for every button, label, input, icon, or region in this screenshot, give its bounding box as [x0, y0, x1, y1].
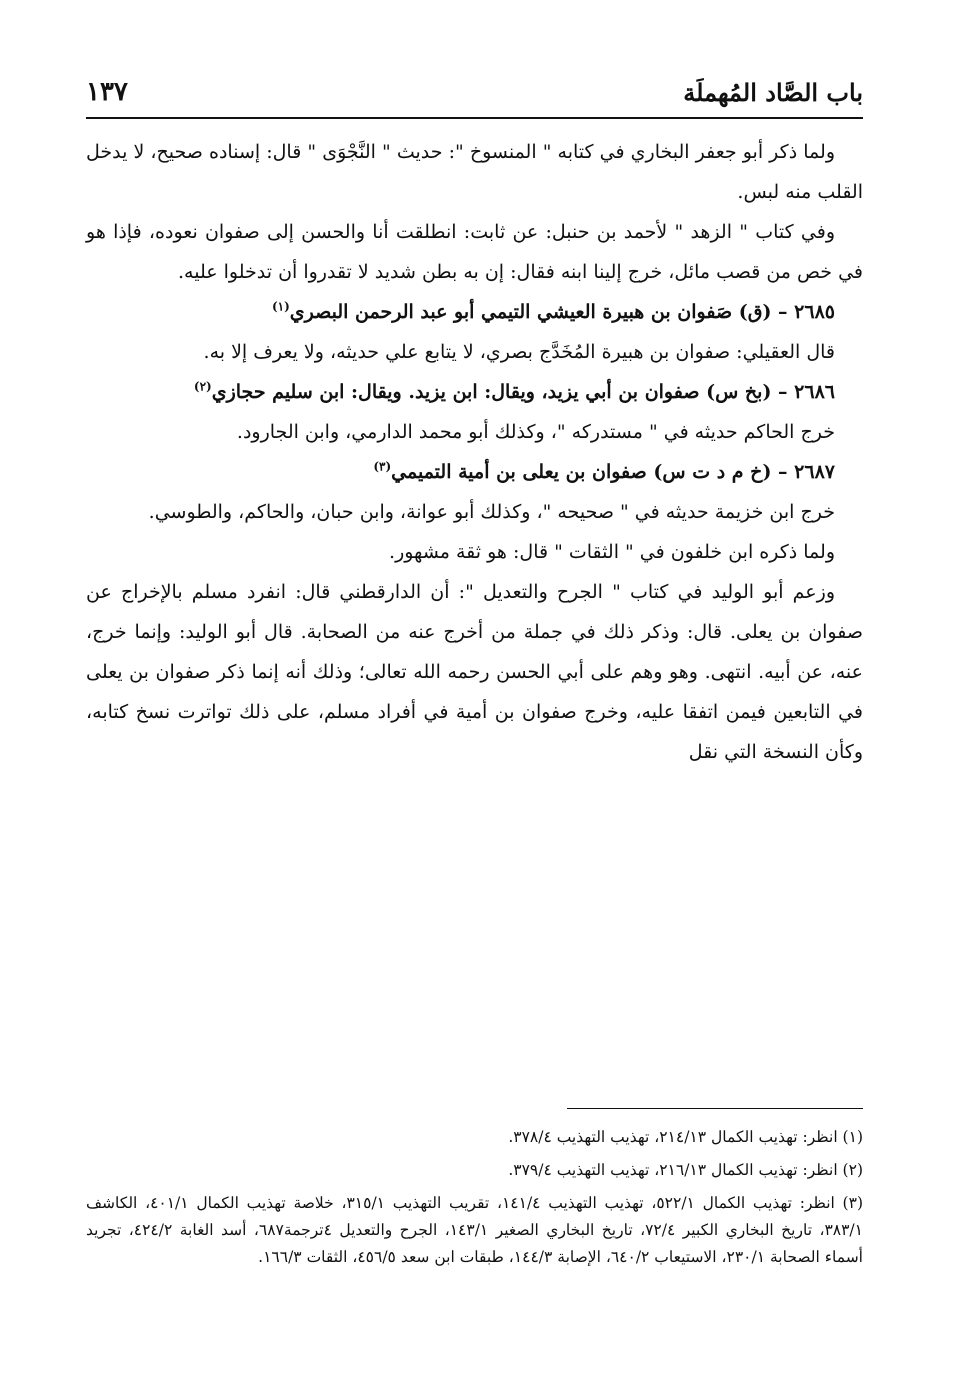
main-text [86, 132, 863, 772]
paragraph: وزعم أبو الوليد في كتاب " الجرح والتعديل ": أن الدارقطني قال: انفرد مسلم بالإخراج عن صفوان بن يعلى. قال: وذكر ذلك في جملة من أخرج عنه من الصحابة. قال أبو الوليد: وإنما خرج، عنه، عن أبيه. انتهى. وهو وهم على أبي الحسن رحمه الله تعالى؛ وذلك أنه إنما ذكر صفوان بن يعلى في التابعين فيمن اتفقا عليه، وخرج صفوان بن أمية في أفراد مسلم، على ذلك تواترت نسخ كتابه، وكأن النسخة التي نقل [86, 581, 863, 763]
entry-heading [86, 292, 863, 332]
footnote-marker: (٣) [373, 459, 392, 474]
entry-heading-text: ٢٦٨٦ – (بخ س) صفوان بن أبي يزيد، ويقال: ابن يزيد. ويقال: ابن سليم حجازي [211, 381, 835, 403]
footnote-rule [567, 1108, 863, 1109]
entry-heading [86, 372, 863, 412]
page-number: ١٣٧ [86, 77, 128, 107]
entry-heading-text: ٢٦٨٧ – (خ م د ت س) صفوان بن يعلى بن أمية التميمي [391, 461, 835, 483]
entry-heading [86, 452, 863, 492]
running-header [86, 70, 863, 114]
header-rule [86, 117, 863, 119]
footnote: (٣) انظر: تهذيب الكمال ٥٢٢/١، تهذيب التهذيب ١٤١/٤، تقريب التهذيب ٣١٥/١، خلاصة تهذيب الكمال ٤٠١/١، الكاشف ٣٨٣/١، تاريخ البخاري الكبير ٧٢/٤، تاريخ البخاري الصغير ١٤٣/١، الجرح والتعديل ٤ترجمة٦٨٧، أسد الغابة ٤٢٤/٢، تجريد أسماء الصحابة ٢٣٠/١، الاستيعاب ٦٤٠/٢، الإصابة ١٤٤/٣، طبقات ابن سعد ٤٥٦/٥، الثقات ١٦٦/٣. [86, 1194, 863, 1266]
paragraph: وفي كتاب " الزهد " لأحمد بن حنبل: عن ثابت: انطلقت أنا والحسن إلى صفوان نعوده، فإذا هو في خص من قصب مائل، خرج إلينا ابنه فقال: إن به بطن شديد لا تقدروا أن تدخلوا عليه. [86, 221, 863, 283]
footnote-marker: (٢) [193, 379, 212, 394]
paragraph: قال العقيلي: صفوان بن هبيرة المُخَدَّج بصري، لا يتابع علي حديثه، ولا يعرف إلا به. [203, 341, 835, 363]
paragraph: ولما ذكره ابن خلفون في " الثقات " قال: هو ثقة مشهور. [389, 541, 835, 563]
paragraph: ولما ذكر أبو جعفر البخاري في كتابه " المنسوخ ": حديث " النَّجْوَى " قال: إسناده صحيح، لا يدخل القلب منه لبس. [86, 141, 863, 203]
paragraph: خرج الحاكم حديثه في " مستدركه "، وكذلك أبو محمد الدارمي، وابن الجارود. [236, 421, 835, 443]
footnote: (١) انظر: تهذيب الكمال ٢١٤/١٣، تهذيب التهذيب ٣٧٨/٤. [508, 1128, 863, 1146]
chapter-title: باب الصَّاد المُهملَة [683, 77, 863, 107]
paragraph: خرج ابن خزيمة حديثه في " صحيحه "، وكذلك أبو عوانة، وابن حبان، والحاكم، والطوسي. [148, 501, 835, 523]
footnote: (٢) انظر: تهذيب الكمال ٢١٦/١٣، تهذيب التهذيب ٣٧٩/٤. [508, 1161, 863, 1179]
footnote-marker: (١) [271, 299, 290, 314]
footnotes [86, 1124, 863, 1277]
entry-heading-text: ٢٦٨٥ – (ق) صَفوان بن هبيرة العيشي التيمي أبو عبد الرحمن البصري [289, 301, 835, 323]
